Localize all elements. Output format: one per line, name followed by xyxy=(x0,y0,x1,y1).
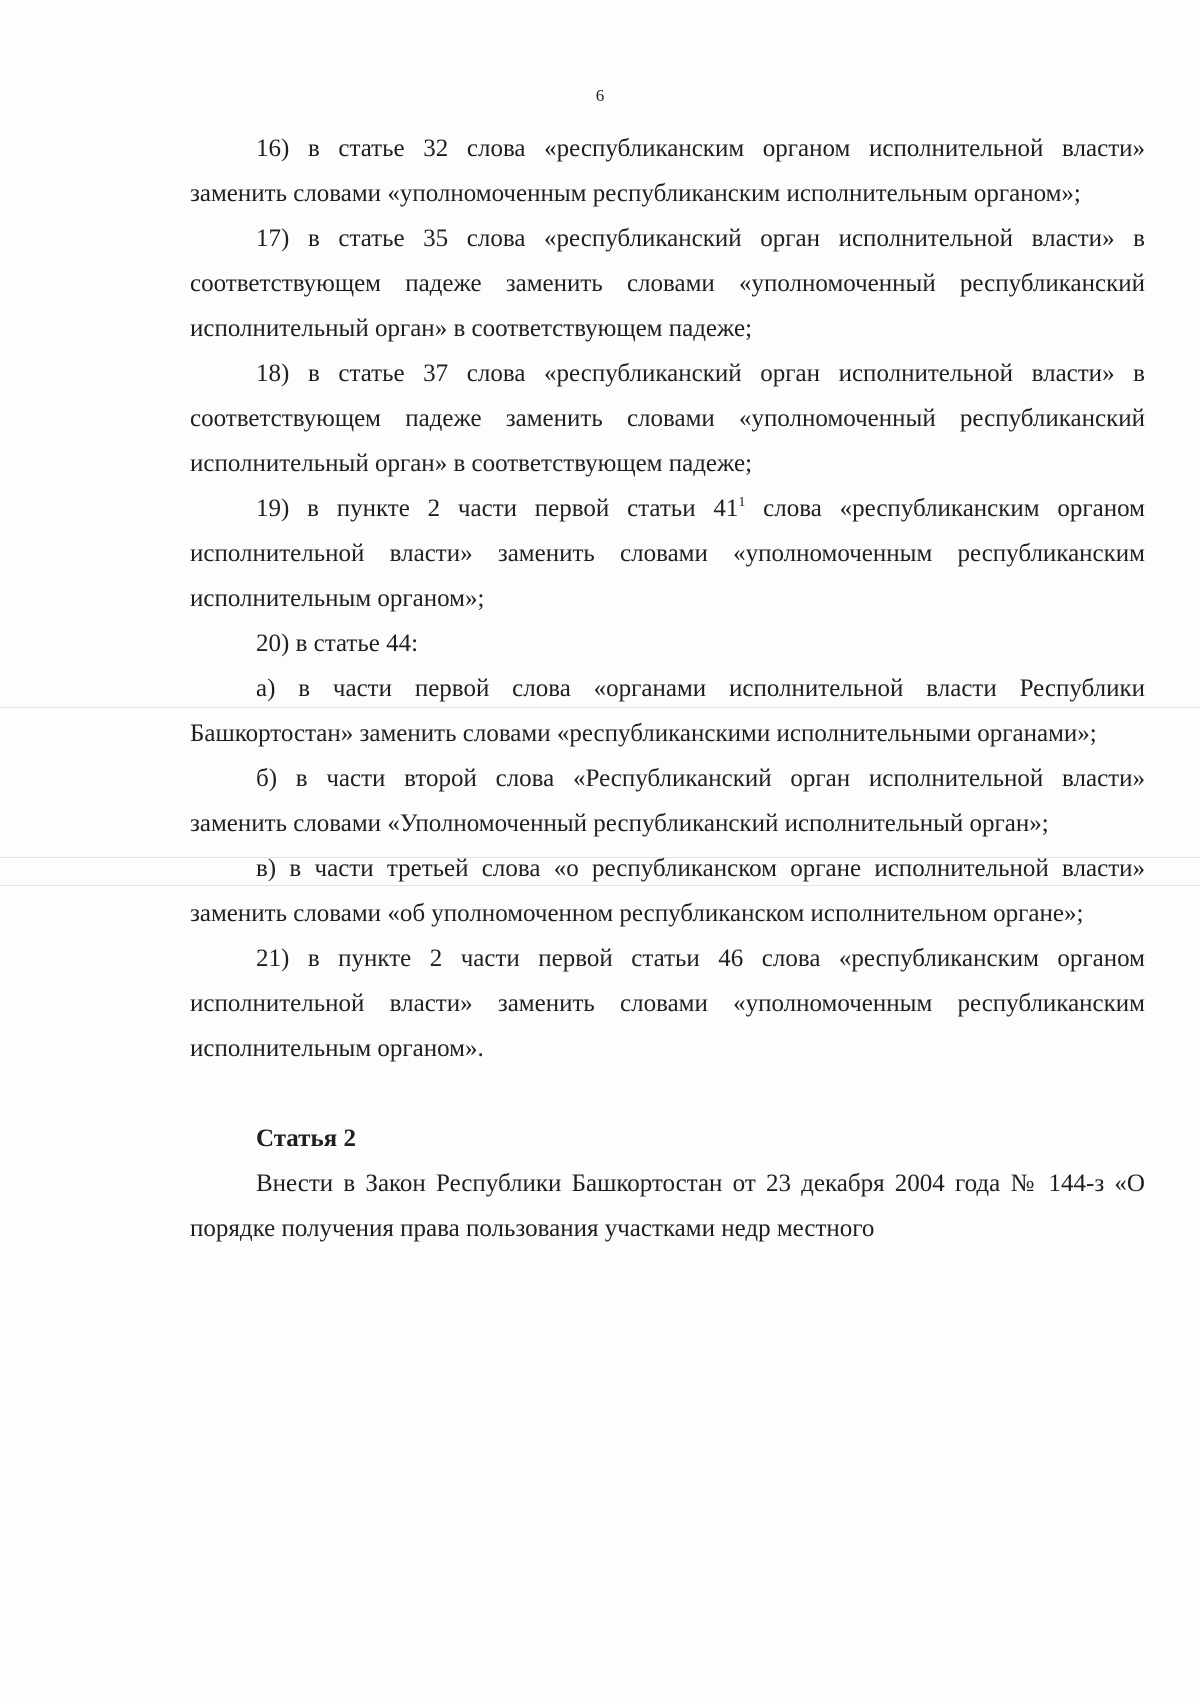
list-item-20: 20) в статье 44: xyxy=(256,630,419,657)
page-number: 6 xyxy=(595,86,605,105)
article-heading: Статья 2 xyxy=(256,1125,356,1152)
list-item-19-start: 19) в пункте 2 части первой статьи 41 xyxy=(256,495,739,522)
list-item-17: 17) в статье 35 слова «республиканский орган исполнительной власти» в соответствующем падеже заменить словами «уполномоченный республиканский исполнительный орган» в соответствующем падеже; xyxy=(190,225,1145,342)
document-body xyxy=(190,126,1145,1251)
list-item-16: 16) в статье 32 слова «республиканским органом исполнительной власти» заменить словами «уполномоченным республиканским исполнительным органом»; xyxy=(190,135,1145,207)
list-item-19-end: слова «республиканским органом исполнительной власти» заменить словами «уполномоченным республиканским исполнительным органом»; xyxy=(190,495,1145,612)
article-superscript: 1 xyxy=(738,495,746,510)
sub-item-b: б) в части второй слова «Республиканский орган исполнительной власти» заменить словами «Уполномоченный республиканский исполнительный орган»; xyxy=(190,765,1145,837)
sub-item-v: в) в части третьей слова «о республиканском органе исполнительной власти» заменить словами «об уполномоченном республиканском исполнительном органе»; xyxy=(190,855,1145,927)
list-item-19 xyxy=(190,486,1145,621)
article-text: Внести в Закон Республики Башкортостан от 23 декабря 2004 года № 144-з «О порядке получения права пользования участками недр местного xyxy=(190,1170,1145,1242)
list-item-21: 21) в пункте 2 части первой статьи 46 слова «республиканским органом исполнительной власти» заменить словами «уполномоченным республиканским исполнительным органом». xyxy=(190,945,1145,1062)
list-item-18: 18) в статье 37 слова «республиканский орган исполнительной власти» в соответствующем падеже заменить словами «уполномоченный республиканский исполнительный орган» в соответствующем падеже; xyxy=(190,360,1145,477)
sub-item-a: а) в части первой слова «органами исполнительной власти Республики Башкортостан» заменить словами «республиканскими исполнительными органами»; xyxy=(190,675,1145,747)
